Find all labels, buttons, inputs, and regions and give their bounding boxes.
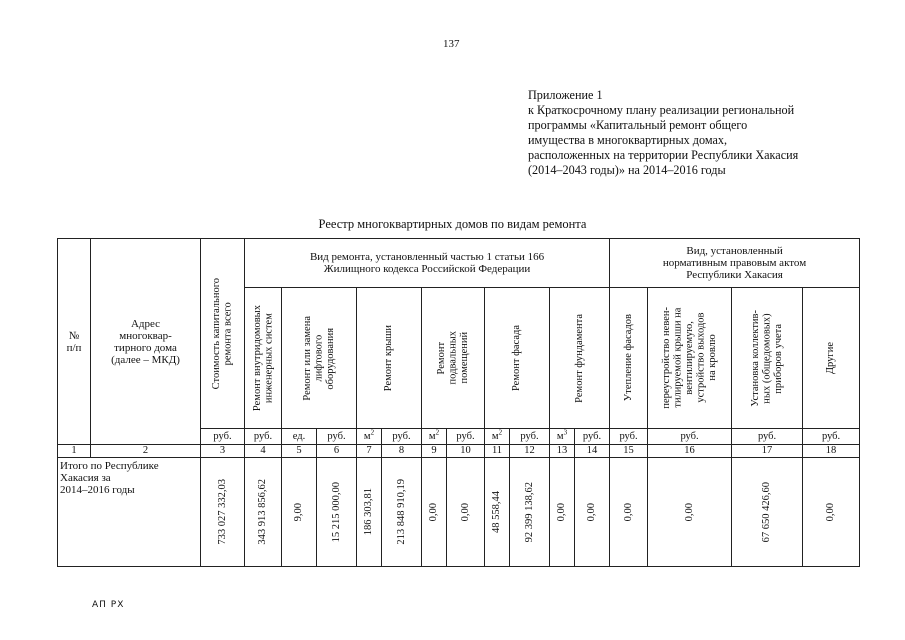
column-number: 12: [510, 445, 550, 458]
appendix-line: расположенных на территории Республики Хакасия: [528, 148, 799, 162]
appendix-line: программы «Капитальный ремонт общего: [528, 118, 748, 132]
appendix-line: Приложение 1: [528, 88, 603, 102]
column-number: 4: [245, 445, 282, 458]
column-header-roof-conversion: переустройство невен- тилируемой крыши на вентилируемую, устройство выходов на кровлю: [648, 288, 732, 429]
column-number: 10: [447, 445, 485, 458]
unit-cell: руб.: [510, 429, 550, 445]
column-number: 9: [422, 445, 447, 458]
total-value-cell: 9,00: [282, 458, 317, 567]
total-value-cell: 92 399 138,62: [510, 458, 550, 567]
total-value-cell: 15 215 000,00: [317, 458, 357, 567]
column-number: 8: [382, 445, 422, 458]
column-header-no: № п/п: [58, 239, 91, 445]
registry-table: [57, 238, 860, 567]
column-header-roof: Ремонт крыши: [357, 288, 422, 429]
total-value-cell: 0,00: [422, 458, 447, 567]
appendix-line: (2014–2043 годы)» на 2014–2016 годы: [528, 163, 726, 177]
column-number: 7: [357, 445, 382, 458]
column-header-foundation: Ремонт фундамента: [550, 288, 610, 429]
column-number: 16: [648, 445, 732, 458]
total-value-cell: 0,00: [550, 458, 575, 567]
column-number: 18: [803, 445, 860, 458]
unit-cell: руб.: [610, 429, 648, 445]
column-header-elevator: Ремонт или замена лифтового оборудования: [282, 288, 357, 429]
unit-cell: ед.: [282, 429, 317, 445]
total-value-cell: 0,00: [803, 458, 860, 567]
unit-cell: $м^3$: [550, 429, 575, 445]
appendix-line: имущества в многоквартирных домах,: [528, 133, 728, 147]
column-number: 15: [610, 445, 648, 458]
column-number: 1: [58, 445, 91, 458]
column-number: 2: [91, 445, 201, 458]
total-value-cell: 67 650 426,60: [732, 458, 803, 567]
total-value-cell: 0,00: [575, 458, 610, 567]
total-value-cell: 213 848 910,19: [382, 458, 422, 567]
column-header-facade: Ремонт фасада: [485, 288, 550, 429]
appendix-line: к Краткосрочному плану реализации региональной: [528, 103, 795, 117]
column-number: 14: [575, 445, 610, 458]
appendix-note: [528, 88, 858, 178]
unit-cell: руб.: [447, 429, 485, 445]
unit-cell: руб.: [201, 429, 245, 445]
column-number: 6: [317, 445, 357, 458]
unit-cell: $м^2$: [422, 429, 447, 445]
column-number: 13: [550, 445, 575, 458]
unit-cell: руб.: [648, 429, 732, 445]
unit-cell: руб.: [575, 429, 610, 445]
group-header-code: Вид ремонта, установленный частью 1 статьи 166 Жилищного кодекса Российской Федерации: [245, 239, 610, 288]
column-header-basement: Ремонт подвальных помещений: [422, 288, 485, 429]
total-value-cell: 343 913 856,62: [245, 458, 282, 567]
page-number: 137: [443, 38, 460, 50]
unit-cell: руб.: [382, 429, 422, 445]
column-number: 17: [732, 445, 803, 458]
unit-cell: руб.: [245, 429, 282, 445]
unit-cell: руб.: [317, 429, 357, 445]
column-header-insulation: Утепление фасадов: [610, 288, 648, 429]
column-header-meters: Установка коллектив- ных (общедомовых) приборов учета: [732, 288, 803, 429]
unit-cell: $м^2$: [485, 429, 510, 445]
total-value-cell: 0,00: [610, 458, 648, 567]
unit-cell: руб.: [732, 429, 803, 445]
total-value-cell: 0,00: [648, 458, 732, 567]
group-header-regional: Вид, установленный нормативным правовым актом Республики Хакасия: [610, 239, 860, 288]
total-row-label: Итого по Республике Хакасия за 2014–2016 годы: [58, 458, 201, 567]
total-value-cell: 48 558,44: [485, 458, 510, 567]
column-number: 5: [282, 445, 317, 458]
registry-title: Реестр многоквартирных домов по видам ремонта: [318, 217, 587, 231]
unit-cell: руб.: [803, 429, 860, 445]
column-header-other: Другие: [803, 288, 860, 429]
total-value-cell: 0,00: [447, 458, 485, 567]
footer-mark: АП РХ: [92, 600, 125, 610]
column-header-engineering: Ремонт внутридомовых инженерных систем: [245, 288, 282, 429]
column-header-total-cost: Стоимость капитального ремонта всего: [201, 239, 245, 429]
column-number: 3: [201, 445, 245, 458]
total-value-cell: 733 027 332,03: [201, 458, 245, 567]
unit-cell: $м^2$: [357, 429, 382, 445]
column-number: 11: [485, 445, 510, 458]
total-value-cell: 186 303,81: [357, 458, 382, 567]
column-header-address: Адрес многоквар- тирного дома (далее – МКД): [91, 239, 201, 445]
